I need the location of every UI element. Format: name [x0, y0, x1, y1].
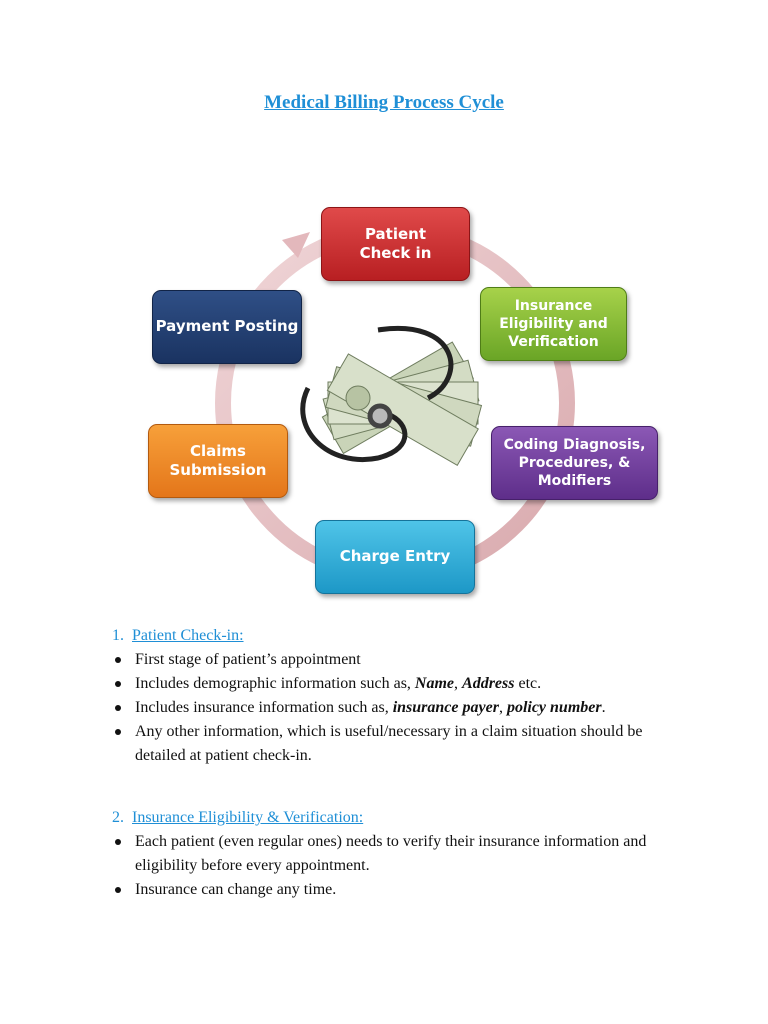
section-number: 2.: [112, 809, 124, 826]
list-item: First stage of patient’s appointment: [112, 648, 692, 672]
section-patient-check-in: [112, 624, 692, 768]
step-insurance-eligibility: Insurance Eligibility and Verification: [480, 287, 627, 361]
step-payment-posting: Payment Posting: [152, 290, 302, 364]
step-coding-diagnosis: Coding Diagnosis, Procedures, & Modifiers: [491, 426, 658, 500]
section-number: 1.: [112, 627, 124, 644]
page-title: Medical Billing Process Cycle: [264, 92, 504, 113]
list-item: Insurance can change any time.: [112, 878, 692, 902]
list-item: Includes insurance information such as, insurance payer, policy number.: [112, 696, 692, 720]
stethoscope-on-cash-image: [288, 318, 488, 488]
step-charge-entry: Charge Entry: [315, 520, 475, 594]
section-insurance-eligibility: [112, 806, 692, 902]
step-patient-check-in: Patient Check in: [321, 207, 470, 281]
section-title: Patient Check-in:: [132, 627, 244, 644]
bullet-list: [112, 830, 692, 902]
list-item: Each patient (even regular ones) needs to verify their insurance information and eligibility before every appointment.: [112, 830, 692, 878]
section-heading: [112, 624, 692, 648]
section-heading: [112, 806, 692, 830]
list-item: Any other information, which is useful/necessary in a claim situation should be detailed at patient check-in.: [112, 720, 692, 768]
step-claims-submission: Claims Submission: [148, 424, 288, 498]
bullet-list: [112, 648, 692, 768]
list-item: Includes demographic information such as, Name, Address etc.: [112, 672, 692, 696]
section-title: Insurance Eligibility & Verification:: [132, 809, 364, 826]
